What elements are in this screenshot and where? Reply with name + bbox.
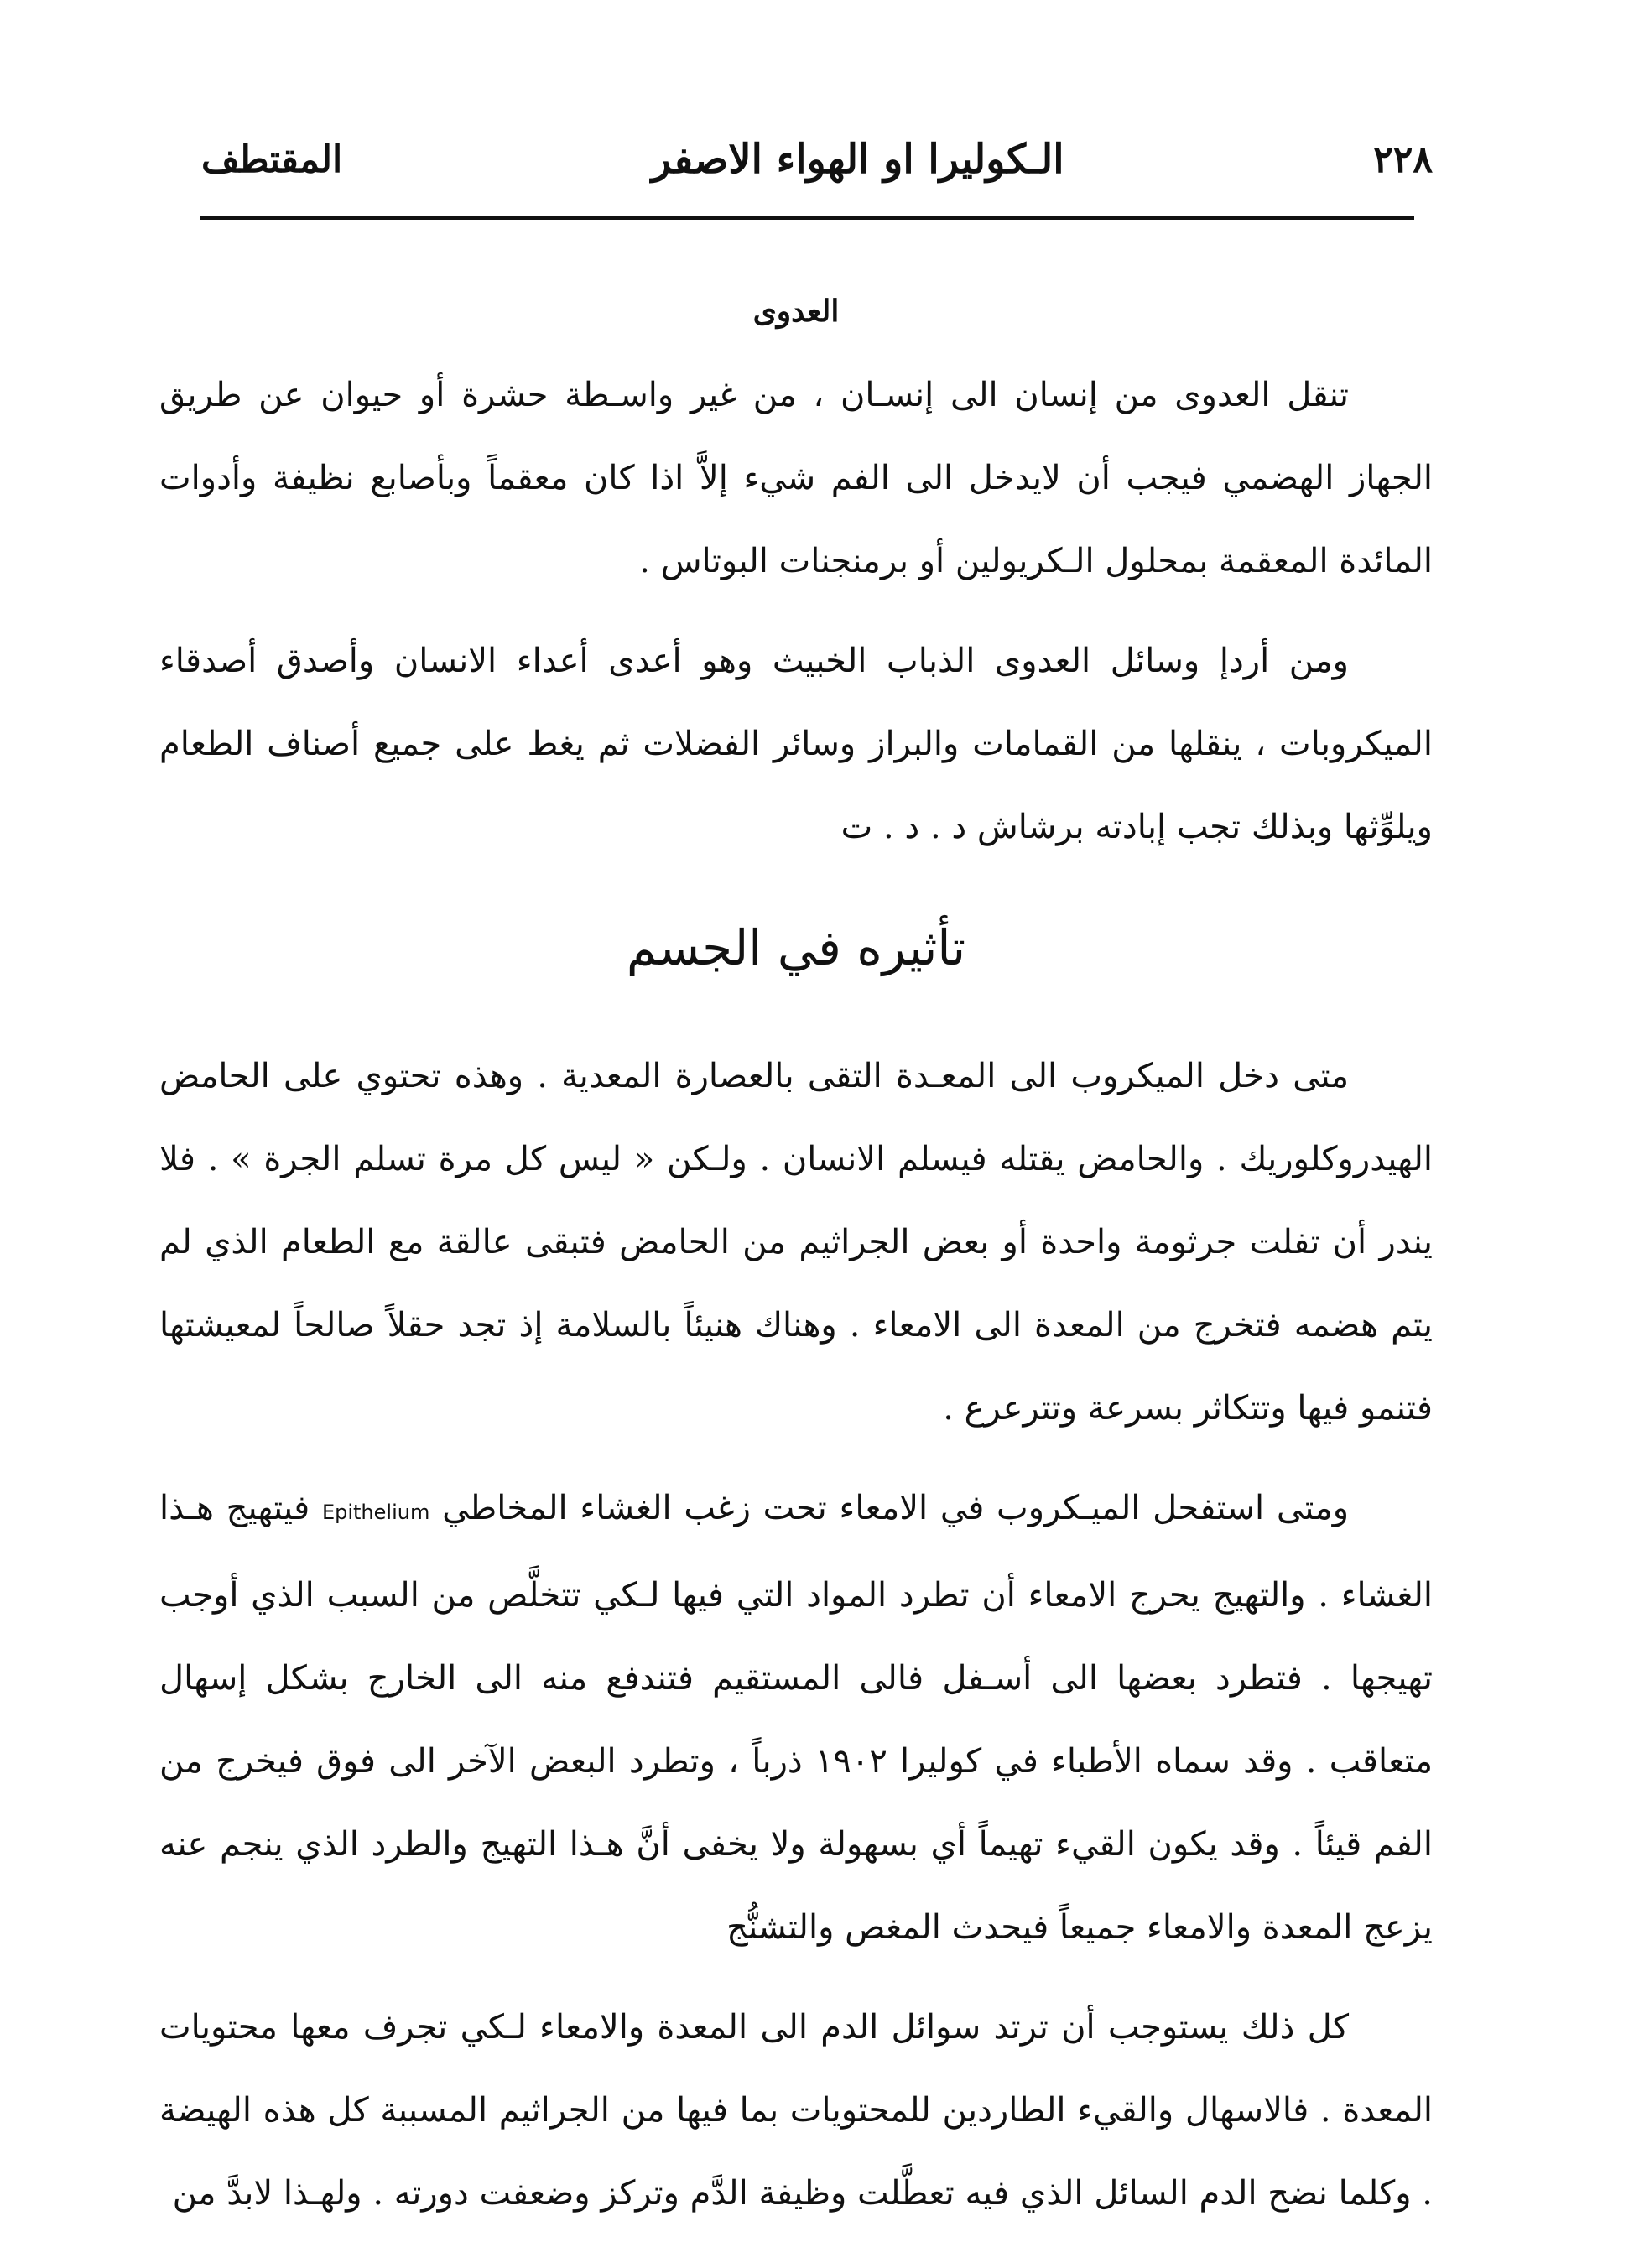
latin-term: Epithelium [321, 1501, 430, 1524]
paragraph [159, 1467, 1433, 1969]
paragraph: متى دخل الميكروب الى المعـدة التقى بالعصارة المعدية . وهذه تحتوي على الحامض الهيدروكلوريك . والحامض يقتله فيسلم الانسان . ولـكن « ليس كل مرة تسلم الجرة » . فلا يندر أن تفلت جرثومة واحدة أو بعض الجراثيم من الحامض فتبقى عالقة مع الطعام الذي لم يتم هضمه فتخرج من المعدة الى الامعاء . وهناك هنيئاً بالسلامة إذ تجد حقلاً صالحاً لمعيشتها فتنمو فيها وتتكاثر بسرعة وتترعرع . [159, 1057, 1433, 1428]
running-title: الـكوليرا او الهواء الاصفر [651, 136, 1064, 183]
page-number: ٢٢٨ [1373, 138, 1433, 181]
paragraph: كل ذلك يستوجب أن ترتد سوائل الدم الى المعدة والامعاء لـكي تجرف معها محتويات المعدة . فالاسهال والقيء الطاردين للمحتويات بما فيها من الجراثيم المسببة كل هذه الهيضة . وكلما نضح الدم السائل الذي فيه تعطَّلت وظيفة الدَّم وتركز وضعفت دورته . ولهـذا لابدَّ من [159, 2008, 1434, 2213]
paragraph: ومن أردإ وسائل العدوى الذباب الخبيث وهو أعدى أعداء الانسان وأصدق أصدقاء الميكروبات ، ينقلها من القمامات والبراز وسائر الفضلات ثم يغط على جميع أصناف الطعام ويلوِّثها وبذلك تجب إبادته برشاش د . د . ت [159, 642, 1433, 846]
journal-name: المقتطف [201, 138, 343, 181]
header-rule [200, 216, 1414, 220]
paragraph: تنقل العدوى من إنسان الى إنسـان ، من غير واسـطة حشرة أو حيوان عن طريق الجهاز الهضمي فيجب أن لايدخل الى الفم شيء إلاَّ اذا كان معقماً وبأصابع نظيفة وأدوات المائدة المعقمة بمحلول الـكريولين أو برمنجنات البوتاس . [159, 376, 1434, 580]
running-header [201, 126, 1433, 193]
section-heading: تأثيره في الجسم [626, 919, 966, 976]
paragraph-part: فيتهيج هـذا الغشاء . والتهيج يحرج الامعاء أن تطرد المواد التي فيها لـكي تتخلَّص من السبب الذي أوجب تهيجها . فتطرد بعضها الى أسـفل فالى المستقيم فتندفع منه الى الخارج بشكل إسهال متعاقب . وقد سماه الأطباء في كوليرا ١٩٠٢ ذرباً ، وتطرد البعض الآخر الى فوق فيخرج من الفم قيئاً . وقد يكون القيء تهيماً أي بسهولة ولا يخفى أنَّ هـذا التهيج والطرد الذي ينجم عنه يزعج المعدة والامعاء جميعاً فيحدث المغص والتشنُّج [159, 1489, 1434, 1947]
section-heading: العدوى [752, 294, 840, 329]
paragraph-part: ومتى استفحل الميـكروب في الامعاء تحت زغب الغشاء المخاطي [442, 1489, 1350, 1527]
page-body [159, 277, 1433, 2252]
